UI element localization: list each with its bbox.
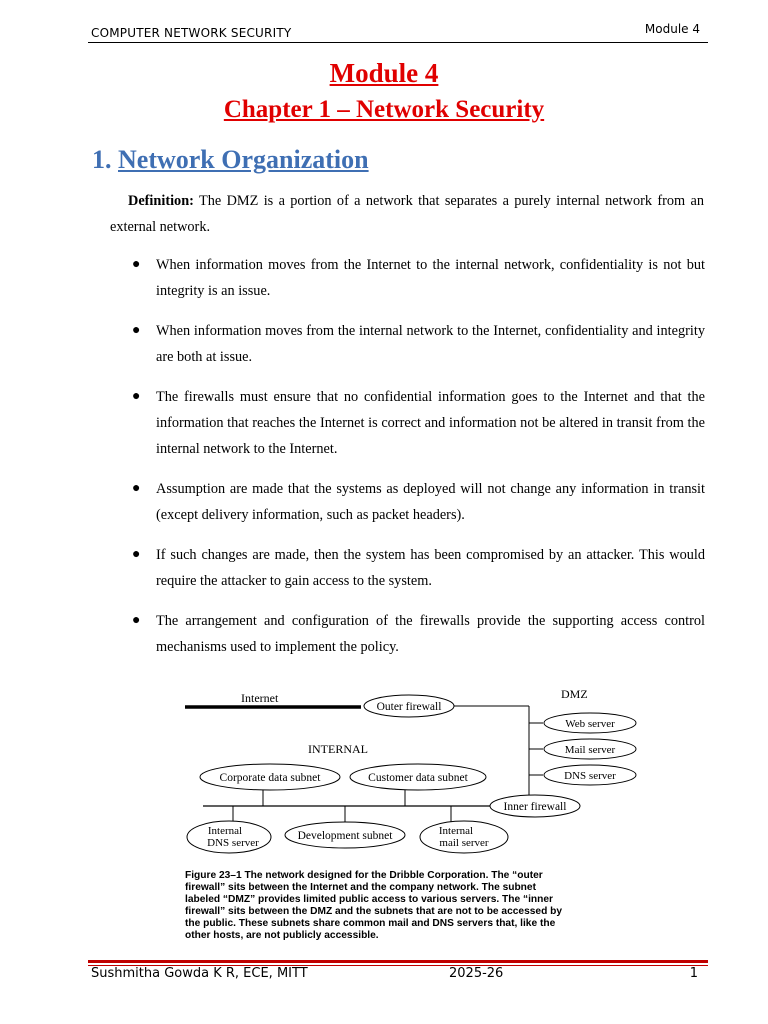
- caption-line: firewall” sits between the DMZ and the subnets that are not to be accessed by: [185, 906, 563, 917]
- dns-server-label: DNS server: [564, 770, 616, 782]
- internal-mail-label-1: Internal: [438, 825, 474, 837]
- internal-dns-label-2: DNS server: [207, 837, 259, 849]
- list-item-text: The firewalls must ensure that no confidential information goes to the Internet and that the information that reaches the Internet is correct and information not be altered in transit from the internal network to the Internet.: [156, 389, 705, 457]
- mail-server-label: Mail server: [564, 744, 616, 756]
- development-subnet-label: Development subnet: [297, 830, 393, 842]
- caption-line: other hosts, are not publicly accessible.: [185, 930, 379, 941]
- footer-author: Sushmitha Gowda K R, ECE, MITT: [91, 966, 308, 981]
- list-item: [130, 318, 705, 370]
- bullet-icon: ●: [132, 547, 141, 562]
- network-diagram-figure: [183, 676, 645, 946]
- footer-rule-thick: [88, 960, 708, 963]
- list-item: [130, 476, 705, 528]
- section-title: Network Organization: [118, 145, 369, 174]
- definition-paragraph: [110, 188, 704, 240]
- list-item-text: Assumption are made that the systems as deployed will not change any information in transit (except delivery information, such as packet headers).: [156, 481, 705, 523]
- bullet-icon: ●: [132, 257, 141, 272]
- list-item: [130, 608, 705, 660]
- header-module: Module 4: [644, 22, 700, 36]
- dmz-label: DMZ: [561, 687, 588, 701]
- caption-line: Figure 23–1 The network designed for the Dribble Corporation. The “outer: [185, 870, 543, 881]
- internal-dns-label-1: Internal: [207, 825, 243, 837]
- list-item: [130, 252, 705, 304]
- web-server-label: Web server: [565, 718, 615, 730]
- bullet-list: [130, 252, 705, 674]
- chapter-title: Chapter 1 – Network Security: [223, 96, 545, 123]
- list-item-text: If such changes are made, then the system has been compromised by an attacker. This would require the attacker to gain access to the system.: [156, 547, 705, 589]
- bullet-icon: ●: [132, 613, 141, 628]
- customer-subnet-label: Customer data subnet: [368, 772, 468, 784]
- internet-label: Internet: [241, 691, 279, 705]
- definition-label: Definition:: [128, 193, 194, 209]
- caption-line: firewall” sits between the Internet and the company network. The subnet: [185, 882, 536, 893]
- inner-firewall-label: Inner firewall: [503, 801, 567, 813]
- caption-line: labeled “DMZ” provides limited public access to various servers. The “inner: [185, 894, 553, 905]
- internal-label: INTERNAL: [308, 742, 368, 756]
- outer-firewall-label: Outer firewall: [376, 701, 442, 713]
- list-item-text: When information moves from the Internet to the internal network, confidentiality is not but integrity is an issue.: [156, 257, 705, 299]
- bullet-icon: ●: [132, 323, 141, 338]
- section-heading: [92, 145, 369, 175]
- bullet-icon: ●: [132, 481, 141, 496]
- page-number: 1: [689, 966, 698, 981]
- list-item: [130, 542, 705, 594]
- internal-mail-label-2: mail server: [439, 837, 489, 849]
- module-title: Module 4: [329, 58, 439, 88]
- caption-line: the public. These subnets share common mail and DNS servers that, like the: [185, 918, 556, 929]
- list-item: [130, 384, 705, 462]
- section-number: 1.: [92, 145, 112, 174]
- corporate-subnet-label: Corporate data subnet: [219, 772, 321, 784]
- header-title: COMPUTER NETWORK SECURITY: [91, 26, 292, 40]
- list-item-text: The arrangement and configuration of the firewalls provide the supporting access control mechanisms used to implement the policy.: [156, 613, 705, 655]
- header-rule: [88, 42, 708, 43]
- definition-text: The DMZ is a portion of a network that separates a purely internal network from an external network.: [110, 193, 704, 235]
- bullet-icon: ●: [132, 389, 141, 404]
- footer-year: 2025-26: [449, 966, 504, 981]
- list-item-text: When information moves from the internal network to the Internet, confidentiality and integrity are both at issue.: [156, 323, 705, 365]
